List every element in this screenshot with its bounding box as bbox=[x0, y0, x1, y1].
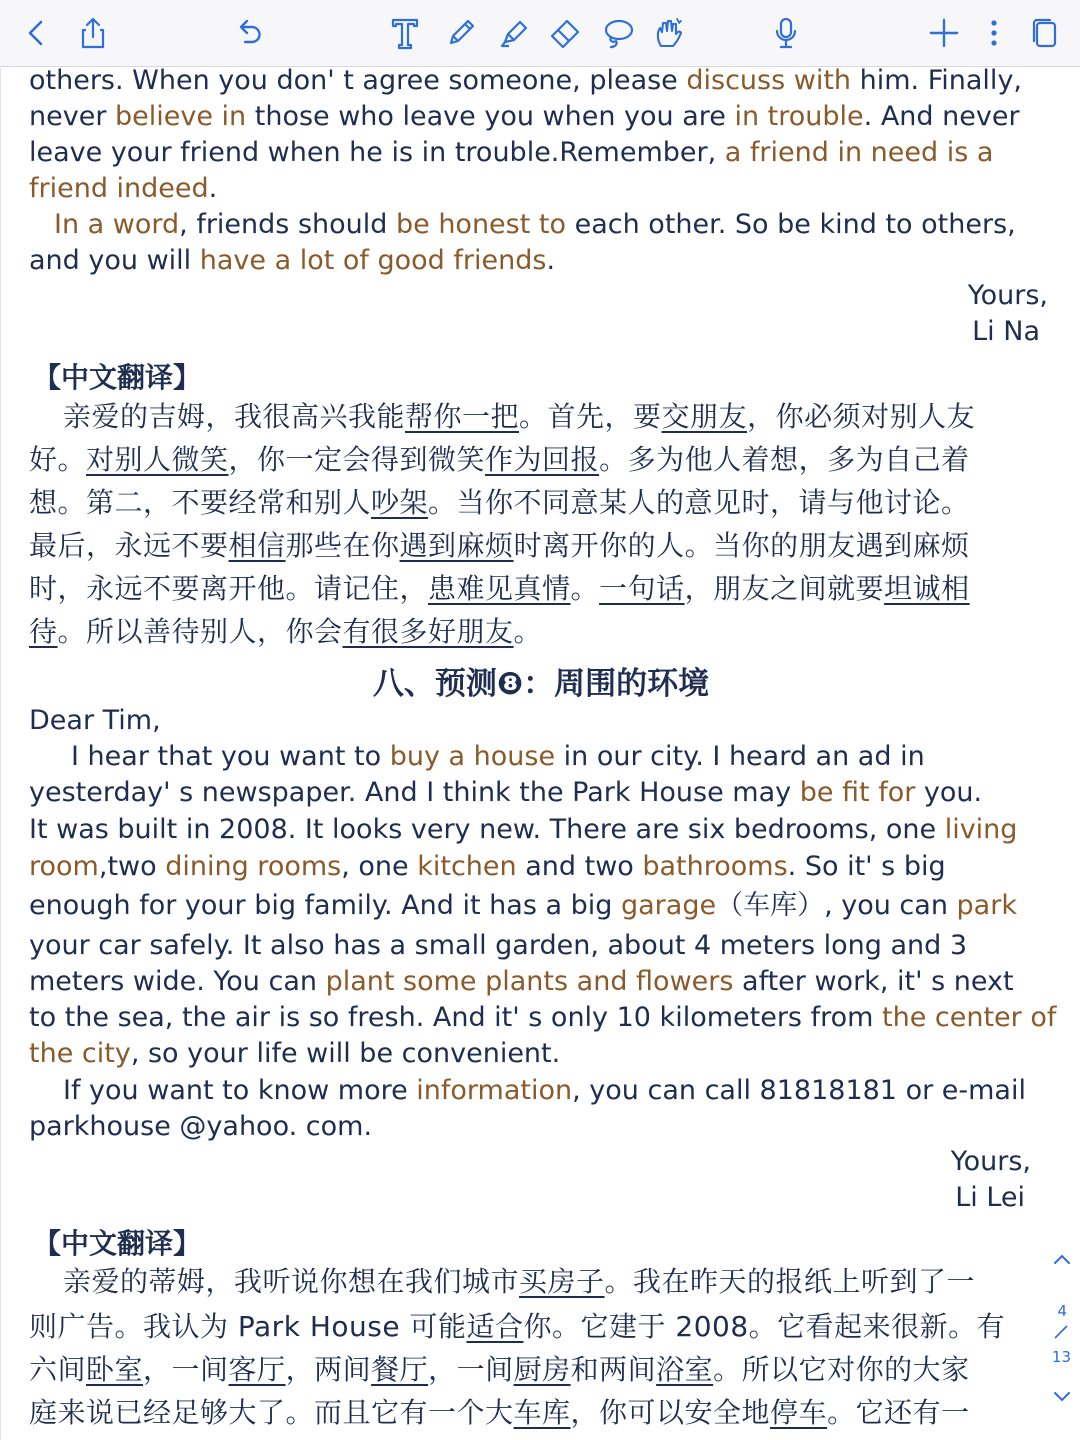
letter1-line: others. When you don' t agree someone, please discuss with him. Finally, bbox=[29, 66, 1022, 96]
highlighter-tool-icon[interactable] bbox=[494, 12, 534, 54]
translation1-line: 想。第二，不要经常和别人吵架。当你不同意某人的意见时，请与他讨论。 bbox=[29, 486, 970, 519]
letter1-line: leave your friend when he is in trouble.Remember, a friend in need is a bbox=[29, 137, 994, 168]
lasso-tool-icon[interactable] bbox=[598, 12, 638, 54]
letter2-signature: Li Lei bbox=[955, 1182, 1025, 1213]
section-title: 八、预测❽：周围的环境 bbox=[372, 666, 710, 702]
letter2-line: meters wide. You can plant some plants and flowers after work, it' s next bbox=[29, 966, 1014, 997]
translation2-heading: 【中文翻译】 bbox=[33, 1227, 202, 1260]
translation1-line: 亲爱的吉姆，我很高兴我能帮你一把。首先，要交朋友，你必须对别人友 bbox=[63, 400, 976, 433]
translation1-line: 时，永远不要离开他。请记住，患难见真情。一句话，朋友之间就要坦诚相 bbox=[29, 572, 970, 605]
letter2-line: your car safely. It also has a small garden, about 4 meters long and 3 bbox=[29, 930, 968, 961]
share-icon[interactable] bbox=[73, 12, 113, 54]
letter2-line: If you want to know more information, you can call 81818181 or e-mail bbox=[63, 1075, 1026, 1106]
letter2-line: yesterday' s newspaper. And I think the Park House may be fit for you. bbox=[29, 777, 983, 808]
toolbar bbox=[0, 0, 1080, 67]
translation1-line: 好。对别人微笑，你一定会得到微笑作为回报。多为他人着想，多为自己着 bbox=[29, 443, 970, 476]
page-up-icon[interactable] bbox=[1053, 1250, 1071, 1269]
total-pages-number: 13 bbox=[1051, 1348, 1071, 1366]
letter1-line: In a word, friends should be honest to each other. So be kind to others, bbox=[54, 209, 1016, 240]
page-down-icon[interactable] bbox=[1053, 1388, 1071, 1407]
translation1-line: 待。所以善待别人，你会有很多好朋友。 bbox=[29, 615, 543, 648]
letter2-closing: Yours, bbox=[950, 1146, 1031, 1177]
translation1-line: 最后，永远不要相信那些在你遇到麻烦时离开你的人。当你的朋友遇到麻烦 bbox=[29, 529, 970, 562]
translation2-line: 则广告。我认为 Park House 可能适合你。它建于 2008。它看起来很新。有 bbox=[29, 1310, 1006, 1343]
letter1-closing: Yours, bbox=[967, 280, 1048, 311]
letter2-line: enough for your big family. And it has a big garage（车库）, you can park bbox=[29, 890, 1017, 921]
letter1-line: never believe in those who leave you when you are in trouble. And never bbox=[29, 101, 1020, 132]
letter2-line: parkhouse @yahoo. com. bbox=[29, 1111, 373, 1142]
letter1-signature: Li Na bbox=[972, 316, 1040, 347]
back-icon[interactable] bbox=[16, 12, 56, 54]
letter2-greeting: Dear Tim, bbox=[29, 705, 161, 736]
document-page[interactable] bbox=[0, 66, 1080, 1440]
letter2-line: room,two dining rooms, one kitchen and two bathrooms. So it' s big bbox=[29, 851, 946, 882]
eraser-tool-icon[interactable] bbox=[545, 12, 585, 54]
gesture-tool-icon[interactable] bbox=[649, 12, 689, 54]
more-icon[interactable] bbox=[974, 12, 1014, 54]
translation1-heading: 【中文翻译】 bbox=[33, 361, 202, 394]
letter2-line: to the sea, the air is so fresh. And it' s only 10 kilometers from the center of bbox=[29, 1002, 1057, 1033]
letter1-line: friend indeed. bbox=[29, 173, 218, 204]
undo-icon[interactable] bbox=[229, 12, 269, 54]
page-navigator bbox=[1041, 1250, 1080, 1420]
letter2-line: I hear that you want to buy a house in our city. I heard an ad in bbox=[71, 741, 925, 772]
add-icon[interactable] bbox=[924, 12, 964, 54]
current-page-number: 4 bbox=[1057, 1302, 1067, 1320]
letter2-line: the city, so your life will be convenient. bbox=[29, 1038, 561, 1069]
letter2-line: It was built in 2008. It looks very new. There are six bedrooms, one living bbox=[29, 814, 1018, 845]
pages-icon[interactable] bbox=[1024, 12, 1064, 54]
letter1-line: and you will have a lot of good friends. bbox=[29, 245, 556, 276]
text-tool-icon[interactable] bbox=[385, 12, 425, 54]
translation2-line: 庭来说已经足够大了。而且它有一个大车库，你可以安全地停车。它还有一 bbox=[29, 1396, 970, 1429]
translation2-line: 六间卧室，一间客厅，两间餐厅，一间厨房和两间浴室。所以它对你的大家 bbox=[29, 1353, 970, 1386]
translation2-line: 亲爱的蒂姆，我听说你想在我们城市买房子。我在昨天的报纸上听到了一 bbox=[63, 1265, 976, 1298]
page-separator-icon bbox=[1053, 1324, 1069, 1343]
microphone-icon[interactable] bbox=[766, 12, 806, 54]
pen-tool-icon[interactable] bbox=[441, 12, 481, 54]
